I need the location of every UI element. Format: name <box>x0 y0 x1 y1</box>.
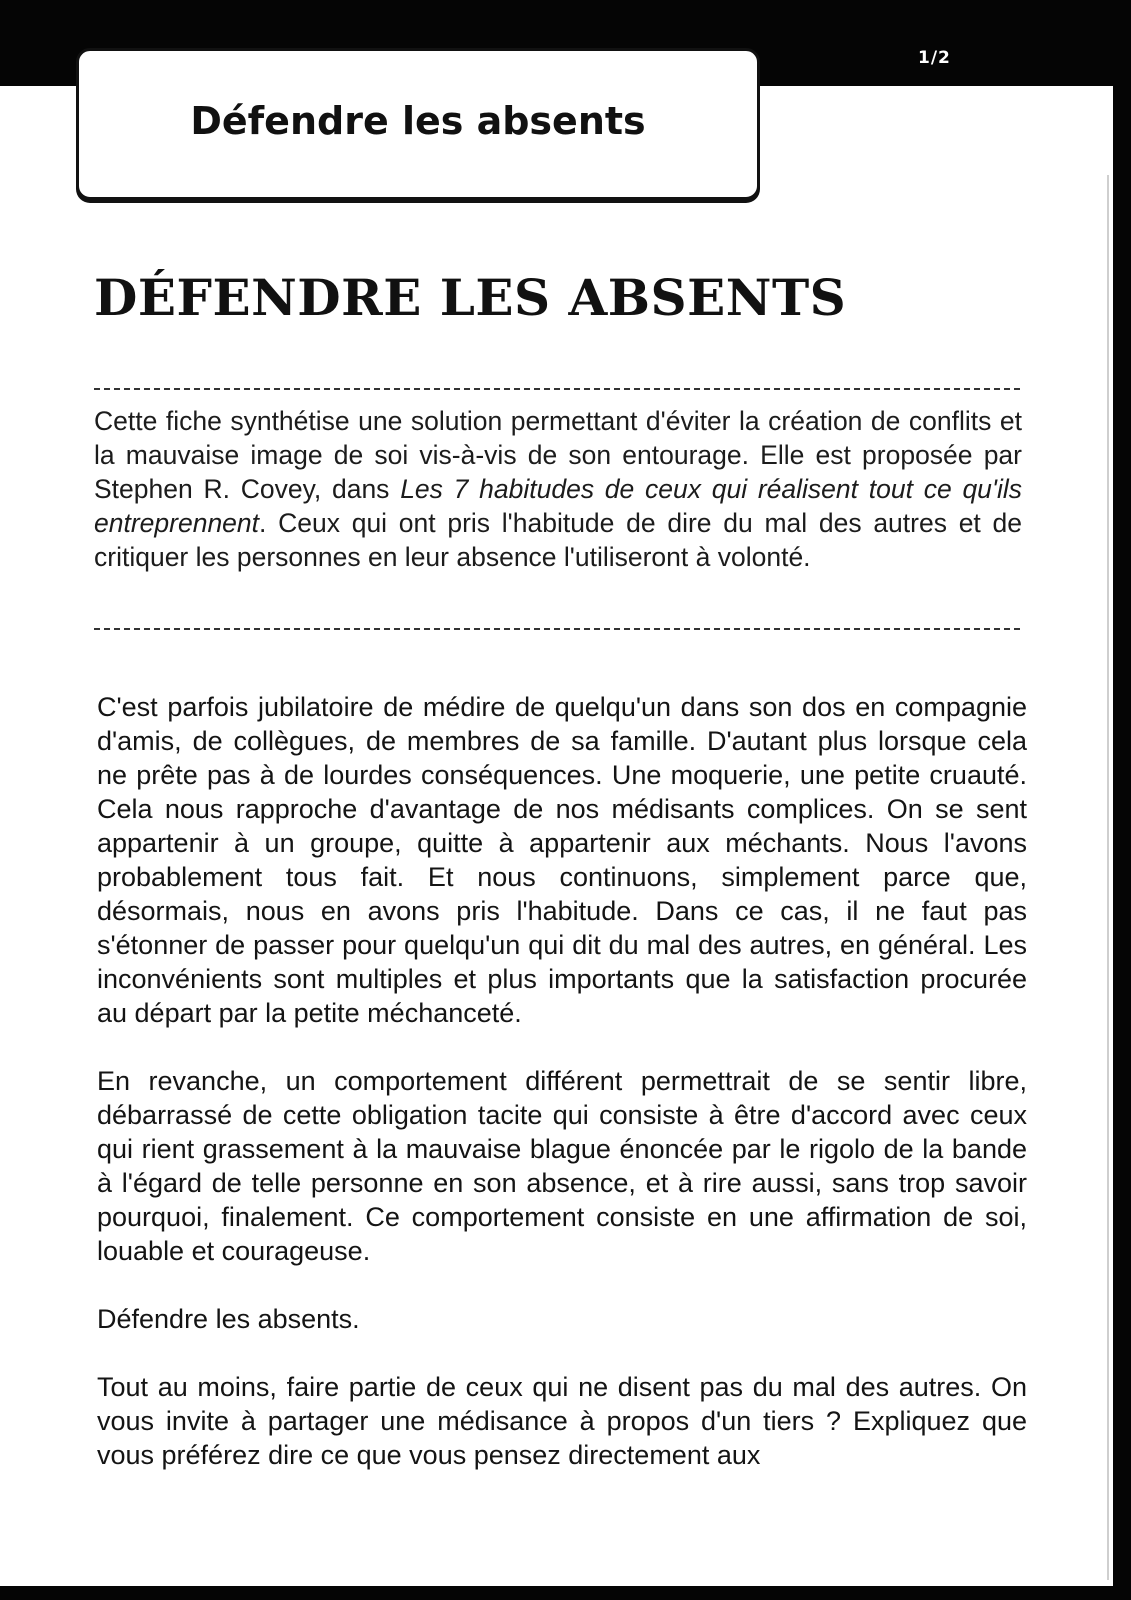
title-box-text: Défendre les absents <box>190 99 646 143</box>
bottom-bar <box>0 1586 1131 1600</box>
paragraph-2: En revanche, un comportement différent permettrait de se sentir libre, débarrassé de cette obligation tacite qui consiste à être d'accord avec ceux qui rient grassement à la mauvaise blague énoncée par le rigolo de la bande à l'égard de telle personne en son absence, et à rire aussi, sans trop savoir pourquoi, finalement. Ce comportement consiste en une affirmation de soi, louable et courageuse. <box>97 1066 1027 1266</box>
right-edge-strip <box>1113 0 1131 1600</box>
right-edge-line <box>1107 175 1109 1580</box>
main-heading: DÉFENDRE LES ABSENTS <box>94 268 847 327</box>
article-body <box>97 690 1027 1472</box>
summary-part-1: Cette fiche synthétise une solution permettant d'éviter la création de conflits et la mauvaise image de soi vis-à-vis de son entourage. Elle est proposée par Stephen R. Covey, dans <box>94 406 1022 504</box>
title-box <box>76 48 760 200</box>
summary-divider-bottom <box>94 628 1020 630</box>
paragraph-1: C'est parfois jubilatoire de médire de quelqu'un dans son dos en compagnie d'amis, de collègues, de membres de sa famille. D'autant plus lorsque cela ne prête pas à de lourdes conséquences. Une moquerie, une petite cruauté. Cela nous rapproche d'avantage de nos médisants complices. On se sent appartenir à un groupe, quitte à appartenir aux méchants. Nous l'avons probablement tous fait. Et nous continuons, simplement parce que, désormais, nous en avons pris l'habitude. Dans ce cas, il ne faut pas s'étonner de passer pour quelqu'un qui dit du mal des autres, en général. Les inconvénients sont multiples et plus importants que la satisfaction procurée au départ par la petite méchanceté. <box>97 692 1027 1028</box>
page-number: 1/2 <box>918 48 951 68</box>
summary-divider-top <box>94 388 1020 390</box>
paragraph-4: Tout au moins, faire partie de ceux qui ne disent pas du mal des autres. On vous invite à partager une médisance à propos d'un tiers ? Expliquez que vous préférez dire ce que vous pensez directement aux <box>97 1372 1027 1470</box>
paragraph-3: Défendre les absents. <box>97 1304 360 1334</box>
summary-text <box>94 404 1022 574</box>
book-title: Les 7 habitudes de ceux qui réalisent tout ce qu'ils entreprennent <box>94 474 1023 538</box>
summary-part-2: . Ceux qui ont pris l'habitude de dire du mal des autres et de critiquer les personnes en leur absence l'utiliseront à volonté. <box>94 508 1022 572</box>
